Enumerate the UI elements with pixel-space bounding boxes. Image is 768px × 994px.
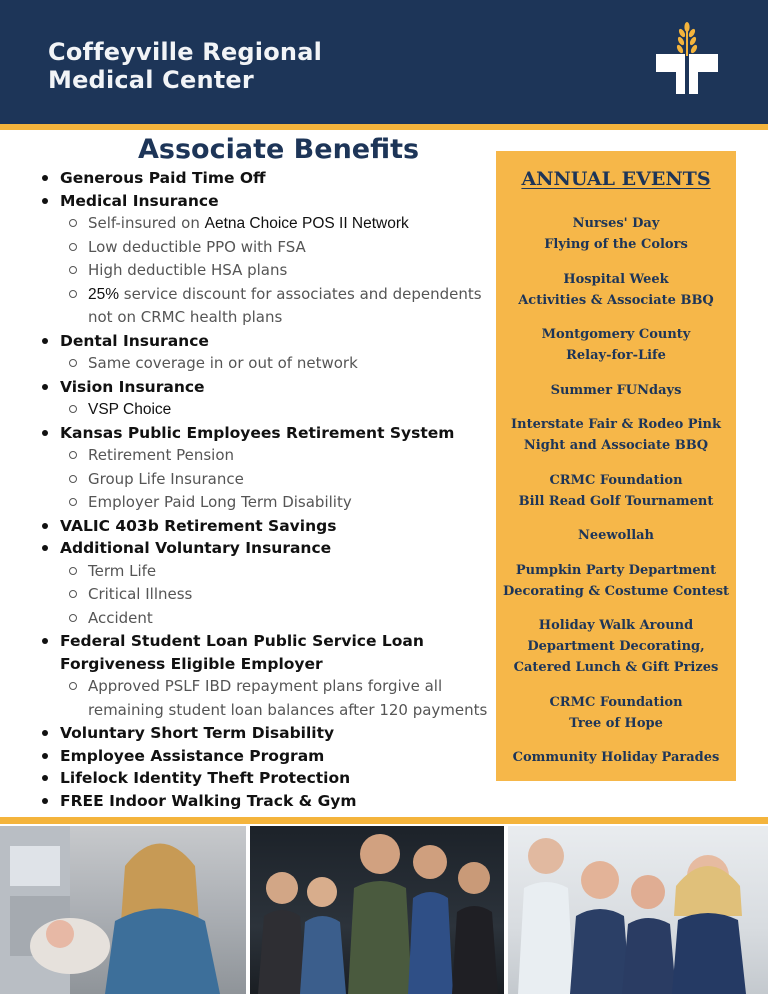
benefit-sub-post: Aetna Choice POS II Network	[204, 215, 409, 232]
benefit-item: FREE Indoor Walking Track & Gym	[38, 790, 498, 813]
event-line: Activities & Associate BBQ	[518, 292, 714, 308]
page-title: Associate Benefits	[138, 134, 420, 165]
event-line: Flying of the Colors	[544, 237, 688, 252]
event-line: Decorating & Costume Contest	[502, 583, 730, 599]
benefit-sub-text: High deductible HSA plans	[88, 261, 288, 279]
page-header	[0, 0, 768, 124]
benefit-sub-item	[38, 398, 498, 422]
benefits-list	[38, 167, 498, 812]
event-line: Relay-for-Life	[566, 348, 666, 363]
benefit-item: Dental Insurance	[38, 330, 498, 353]
benefit-sub-item	[38, 259, 498, 283]
event-item	[496, 560, 736, 602]
event-item	[496, 380, 736, 401]
benefit-sub-text: Accident	[88, 608, 153, 627]
event-line: Neewollah	[577, 528, 655, 543]
annual-events-title: ANNUAL EVENTS	[521, 168, 711, 190]
org-name-line2: Medical Center	[48, 66, 254, 94]
photo-nurse-with-newborn	[0, 826, 246, 994]
event-item	[496, 269, 736, 311]
benefit-sub-text: Self-insured on	[88, 214, 205, 232]
benefit-sub-item	[38, 236, 498, 260]
photo-nurses-group-light	[508, 826, 768, 994]
benefit-item: Federal Student Loan Public Service Loan Forgiveness Eligible Employer	[38, 630, 498, 675]
benefit-item: Medical Insurance	[38, 190, 498, 213]
benefit-sub-text: Critical Illness	[88, 585, 193, 603]
photo-staff-group-dark	[250, 826, 504, 994]
wheat-cross-logo-icon	[654, 20, 720, 94]
benefit-sub-text: service discount for associates and dependents not on CRMC health plans	[88, 284, 482, 326]
event-item	[496, 414, 736, 456]
header-accent-stripe	[0, 124, 768, 130]
benefit-item: Kansas Public Employees Retirement System	[38, 422, 498, 445]
benefit-item: Employee Assistance Program	[38, 745, 498, 768]
benefit-sub-text: Same coverage in or out of network	[88, 354, 358, 372]
event-line: Hospital Week	[563, 271, 669, 287]
benefit-sub-item	[38, 283, 498, 330]
event-line: Night and Associate BBQ	[523, 438, 709, 453]
event-line: Holiday Walk Around	[538, 618, 694, 633]
benefit-item: Generous Paid Time Off	[38, 167, 498, 190]
event-line: Nurses' Day	[572, 216, 660, 231]
event-item	[496, 213, 736, 255]
event-line: Bill Read Golf Tournament	[518, 493, 714, 509]
event-item	[496, 470, 736, 512]
event-line: Tree of Hope	[569, 715, 663, 731]
benefit-sub-text: Employer Paid Long Term Disability	[88, 493, 352, 511]
event-line: Montgomery County	[541, 327, 691, 342]
benefit-item: VALIC 403b Retirement Savings	[38, 515, 498, 538]
event-line: Catered Lunch & Gift Prizes	[513, 660, 719, 675]
benefit-item: Additional Voluntary Insurance	[38, 537, 498, 560]
benefit-sub-item	[38, 583, 498, 607]
event-line: Interstate Fair & Rodeo Pink	[511, 417, 721, 432]
benefit-sub-item	[38, 352, 498, 376]
benefit-item: Lifelock Identity Theft Protection	[38, 767, 498, 790]
benefit-sub-item	[38, 675, 498, 722]
event-line: CRMC Foundation	[549, 694, 683, 710]
benefit-sub-text: Retirement Pension	[88, 446, 235, 464]
event-line: Community Holiday Parades	[512, 750, 720, 765]
event-item	[496, 692, 736, 734]
event-item	[496, 747, 736, 768]
benefit-sub-item	[38, 212, 498, 236]
event-line: CRMC Foundation	[549, 472, 683, 488]
event-line: Summer FUNdays	[550, 382, 682, 398]
benefit-sub-item	[38, 444, 498, 468]
benefit-sub-text: Term Life	[88, 561, 157, 580]
benefit-sub-item	[38, 560, 498, 584]
benefit-item: Vision Insurance	[38, 376, 498, 399]
event-item	[496, 525, 736, 546]
event-item	[496, 615, 736, 678]
benefit-sub-pre: 25%	[88, 285, 120, 303]
org-name-line1: Coffeyville Regional	[48, 38, 323, 66]
event-line: Pumpkin Party Department	[515, 562, 717, 578]
annual-events-list	[496, 213, 736, 782]
benefit-sub-item	[38, 607, 498, 631]
photo-accent-stripe	[0, 817, 768, 824]
event-line: Department Decorating,	[527, 639, 705, 654]
event-item	[496, 324, 736, 366]
annual-events-panel	[496, 151, 736, 781]
benefit-sub-text: Low deductible PPO with FSA	[88, 237, 306, 256]
benefit-item: Voluntary Short Term Disability	[38, 722, 498, 745]
benefit-sub-item	[38, 491, 498, 515]
benefit-sub-text: Approved PSLF IBD repayment plans forgive all remaining student loan balances after 120 payments	[88, 677, 488, 719]
benefit-sub-pre: VSP Choice	[88, 401, 172, 418]
benefit-sub-text: Group Life Insurance	[88, 469, 244, 488]
benefit-sub-item	[38, 468, 498, 492]
organization-name	[48, 38, 322, 94]
